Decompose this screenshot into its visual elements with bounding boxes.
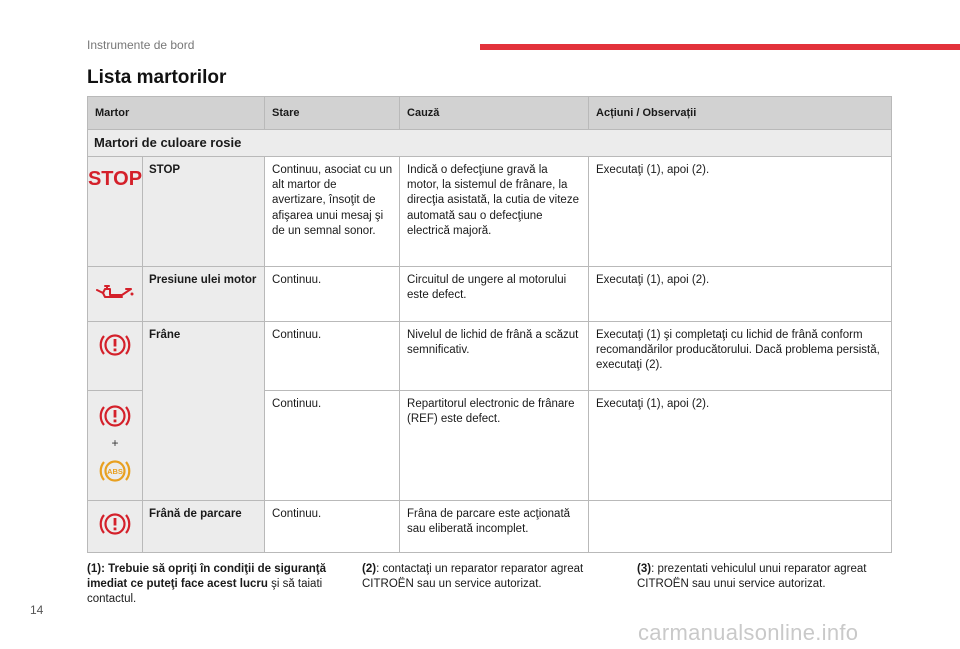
icon-cell xyxy=(88,501,143,553)
light-name: Frână de parcare xyxy=(143,501,265,553)
table-header-row xyxy=(88,97,892,130)
section-row xyxy=(88,130,892,157)
cause-cell: Indică o defecţiune gravă la motor, la sistemul de frânare, la direcţia asistată, la cutia de viteze automată sau o defecţiune electrică majoră. xyxy=(400,157,589,267)
table-row xyxy=(88,157,892,267)
state-cell: Continuu. xyxy=(265,391,400,501)
stop-icon-text: STOP xyxy=(87,168,143,190)
icon-cell xyxy=(88,322,143,391)
light-name: Presiune ulei motor xyxy=(143,267,265,322)
oil-pressure-icon xyxy=(94,281,136,303)
cause-cell: Frâna de parcare este acţionată sau eliberată incomplet. xyxy=(400,501,589,553)
state-cell: Continuu. xyxy=(265,267,400,322)
footnote-bold-text: : Trebuie să opriţi în condiţii de siguranţă imediat ce puteţi face acest lucru xyxy=(87,563,326,591)
footnote-ref: (2) xyxy=(362,563,377,575)
action-cell: Executaţi (1), apoi (2). xyxy=(589,267,892,322)
brake-warning-icon xyxy=(98,401,132,431)
table-row xyxy=(88,267,892,322)
footnote-text: : contactaţi un reparator reparator agreat CITROËN sau un service autorizat. xyxy=(362,563,584,591)
abs-icon-text: ABS xyxy=(107,466,123,476)
footnote-3 xyxy=(637,562,891,592)
page-number: 14 xyxy=(30,603,44,617)
header-accent-bar xyxy=(480,44,960,50)
state-cell: Continuu, asociat cu un alt martor de avertizare, însoţit de afişarea unui mesaj şi de un semnal sonor. xyxy=(265,157,400,267)
action-cell: Executaţi (1), apoi (2). xyxy=(589,157,892,267)
column-header-actiuni: Acțiuni / Observații xyxy=(589,97,892,130)
stop-warning-icon xyxy=(87,166,143,190)
icon-cell xyxy=(88,391,143,501)
cause-cell: Repartitorul electronic de frânare (REF) este defect. xyxy=(400,391,589,501)
column-header-cauza: Cauză xyxy=(400,97,589,130)
parking-brake-icon xyxy=(98,509,132,539)
table-row xyxy=(88,501,892,553)
footnote-text: : prezentati vehiculul unui reparator agreat CITROËN sau unui service autorizat. xyxy=(637,563,867,591)
action-cell xyxy=(589,501,892,553)
column-header-stare: Stare xyxy=(265,97,400,130)
cause-cell: Circuitul de ungere al motorului este defect. xyxy=(400,267,589,322)
page-title: Lista martorilor xyxy=(87,67,227,88)
table-row xyxy=(88,322,892,391)
warning-lights-table xyxy=(87,96,892,553)
action-cell: Executaţi (1) şi completaţi cu lichid de frână conform recomandărilor producătorului. Dacă problema persistă, executaţi (2). xyxy=(589,322,892,391)
watermark: carmanualsonline.info xyxy=(638,620,859,645)
light-name: Frâne xyxy=(143,322,265,501)
footnote-text: şi să taiati contactul. xyxy=(87,578,323,606)
footnote-ref: (1) xyxy=(87,563,102,575)
plus-sign: + xyxy=(111,436,119,450)
column-header-martor: Martor xyxy=(88,97,265,130)
state-cell: Continuu. xyxy=(265,322,400,391)
brake-warning-icon xyxy=(98,330,132,360)
footnote-2 xyxy=(362,562,612,592)
footnote-ref: (3) xyxy=(637,563,652,575)
abs-warning-icon xyxy=(98,456,132,486)
icon-cell xyxy=(88,267,143,322)
footnote-1 xyxy=(87,562,345,608)
action-cell: Executaţi (1), apoi (2). xyxy=(589,391,892,501)
running-header: Instrumente de bord xyxy=(87,38,195,52)
light-name: STOP xyxy=(143,157,265,267)
icon-cell xyxy=(88,157,143,267)
cause-cell: Nivelul de lichid de frână a scăzut semnificativ. xyxy=(400,322,589,391)
section-heading: Martori de culoare rosie xyxy=(88,130,892,157)
state-cell: Continuu. xyxy=(265,501,400,553)
